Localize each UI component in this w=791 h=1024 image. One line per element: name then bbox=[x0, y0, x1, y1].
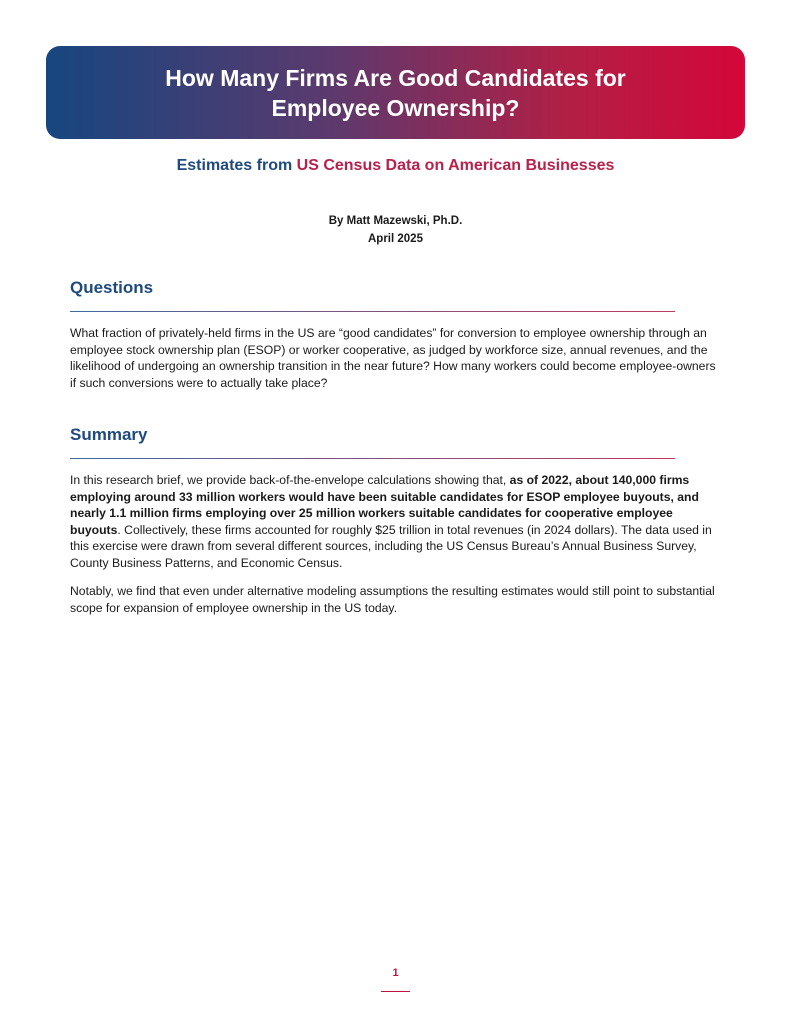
page-number-underline bbox=[381, 991, 410, 992]
document-subtitle bbox=[0, 157, 791, 175]
summary-paragraph-2: Notably, we find that even under alternative modeling assumptions the resulting estimates would still point to substantial scope for expansion of employee ownership in the US today. bbox=[70, 584, 715, 615]
summary-intro: In this research brief, we provide back-of-the-envelope calculations showing that, bbox=[70, 473, 510, 487]
questions-heading: Questions bbox=[70, 278, 154, 297]
publication-date: April 2025 bbox=[368, 233, 423, 245]
summary-divider bbox=[70, 458, 675, 459]
subtitle-part-1: Estimates from bbox=[176, 157, 293, 174]
author: By Matt Mazewski, Ph.D. bbox=[328, 215, 463, 227]
questions-divider bbox=[70, 311, 675, 312]
summary-key-finding: as of 2022, about 140,000 firms employing around 33 million workers would have been suitable candidates for ESOP employee buyouts, and nearly 1.1 million firms employing over 25 million workers suitable candidates for cooperative employee buyouts bbox=[70, 473, 699, 537]
document-title: How Many Firms Are Good Candidates for Employee Ownership? bbox=[165, 64, 626, 121]
byline bbox=[0, 212, 791, 248]
questions-paragraph: What fraction of privately-held firms in the US are “good candidates” for conversion to employee ownership through an employee stock ownership plan (ESOP) or worker cooperative, as judged by workforce size, annual revenues, and the likelihood of undergoing an ownership transition in the near future? How many workers could become employee-owners if such conversions were to actually take place? bbox=[70, 326, 716, 390]
summary-heading: Summary bbox=[70, 425, 148, 444]
subtitle-part-2: US Census Data on American Businesses bbox=[296, 157, 615, 174]
summary-paragraph-1 bbox=[70, 472, 720, 571]
page-number: 1 bbox=[392, 967, 399, 979]
title-banner bbox=[46, 46, 745, 139]
summary-details: . Collectively, these firms accounted for roughly $25 trillion in total revenues (in 2024 dollars). The data used in this exercise were drawn from several different sources, including the US Census Bureau’s Annual Business Survey, County Business Patterns, and Economic Census. bbox=[70, 522, 712, 570]
